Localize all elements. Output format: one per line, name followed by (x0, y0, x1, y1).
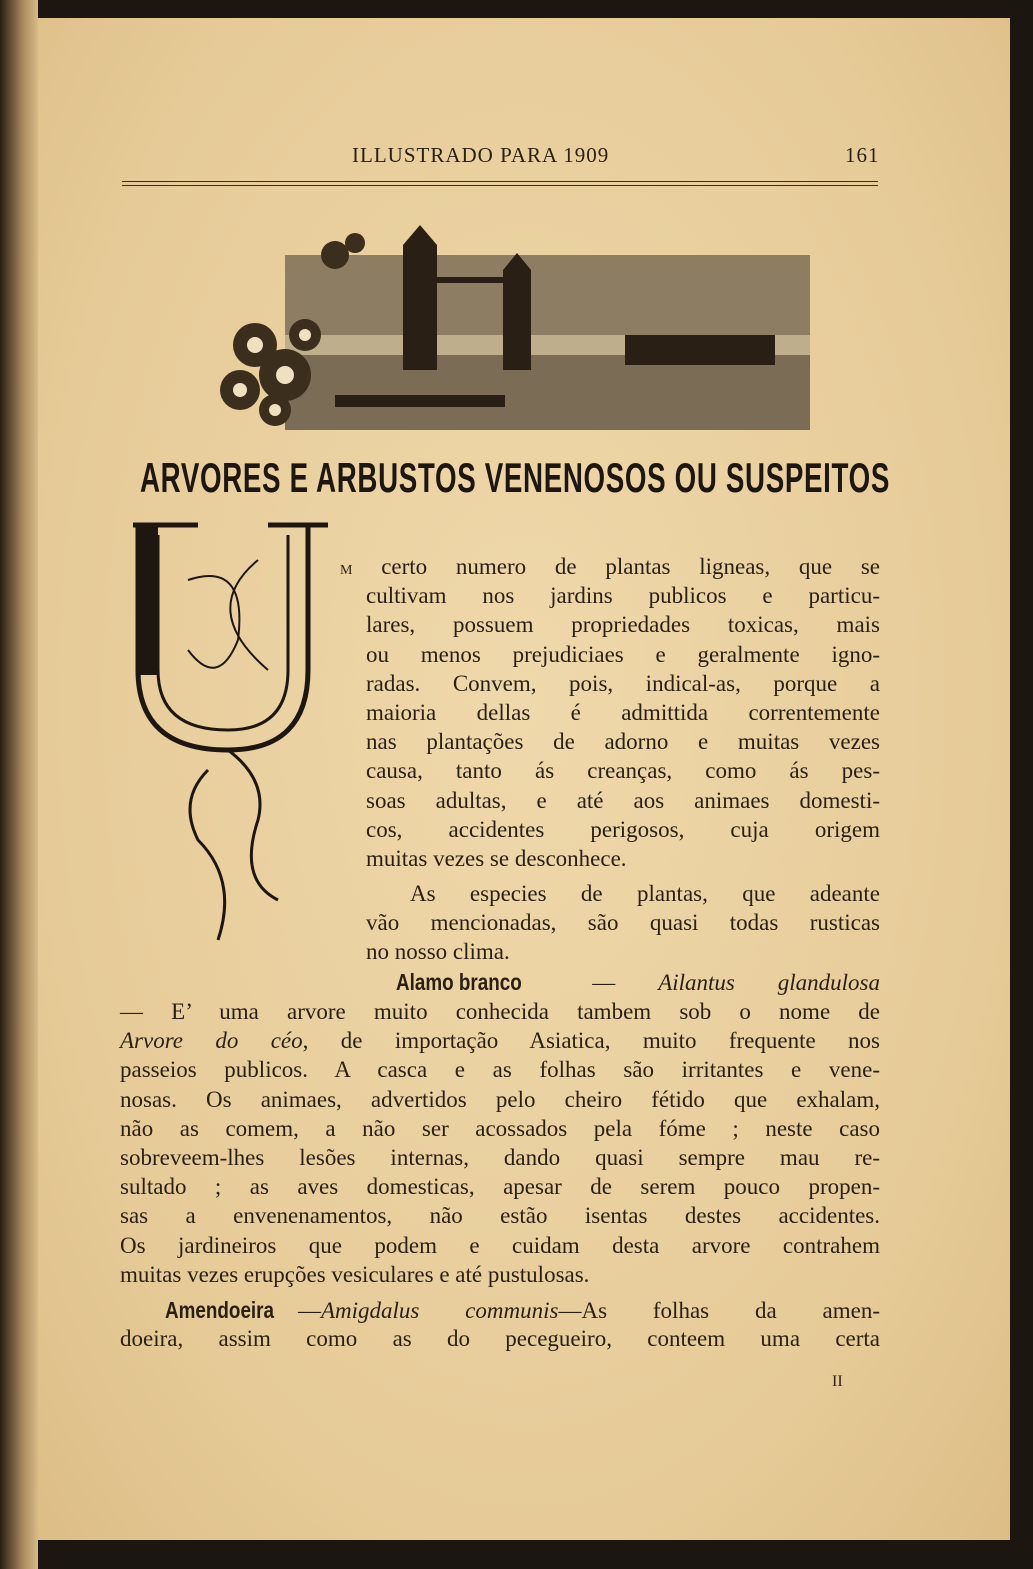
text-line (366, 670, 880, 698)
text-line (366, 938, 880, 966)
text-line (366, 728, 880, 756)
text-line (165, 1296, 880, 1324)
text-run: vão mencionadas, são quasi todas rusticas (366, 910, 880, 935)
text-line (366, 845, 880, 873)
text-run: sobreveem-lhes lesões internas, dando quasi sempre mau re- (120, 1145, 880, 1170)
text-run: sultado ; as aves domesticas, apesar de serem pouco propen- (120, 1174, 880, 1200)
entry-heading: Amendoeira (165, 1297, 275, 1323)
text-line (120, 1202, 880, 1230)
text-run: cultivam nos jardins publicos e particu- (366, 583, 880, 609)
text-run: — E’ uma arvore muito conhecida tambem sob o nome de (120, 999, 880, 1024)
scientific-name: Ailantus glandulosa (658, 970, 880, 995)
header-rule (122, 185, 878, 186)
article-title: ARVORES E ARBUSTOS VENENOSOS OU SUSPEITOS (140, 454, 891, 501)
text-run: nosas. Os animaes, advertidos pelo cheiro fétido que exhalam, (120, 1086, 880, 1112)
text-line (120, 1115, 880, 1143)
text-run: no nosso clima. (366, 939, 510, 964)
scientific-name: Amigdalus communis (320, 1298, 559, 1323)
text-line (120, 1056, 880, 1084)
text-line (366, 699, 880, 727)
text-line (366, 611, 880, 639)
text-run: — (297, 1298, 321, 1323)
text-run: M (340, 563, 353, 578)
text-run: radas. Convem, pois, indical-as, porque a (366, 670, 880, 696)
text-run: cos, accidentes perigosos, cuja origem (366, 816, 880, 842)
text-line (410, 880, 880, 908)
entry-heading: Alamo branco (396, 969, 522, 995)
text-run: sas a envenenamentos, não estão isentas destes accidentes. (120, 1203, 880, 1229)
ornamental-drop-cap-u (128, 520, 333, 960)
text-line (366, 757, 880, 785)
text-line (120, 998, 880, 1026)
text-run: doeira, assim como as do pecegueiro, conteem uma certa (120, 1326, 880, 1351)
text-run: soas adultas, e até aos animaes domesti- (366, 787, 880, 813)
text-run: lares, possuem propriedades toxicas, mais (366, 612, 880, 638)
text-run: Os jardineiros que podem e cuidam desta arvore contrahem (120, 1232, 880, 1258)
text-run: nas plantações de adorno e muitas vezes (366, 729, 880, 755)
scientific-name: Arvore do céo (120, 1028, 303, 1054)
text-line (120, 1173, 880, 1201)
text-run: , de importação Asiatica, muito frequente nos (302, 1028, 880, 1054)
text-line (396, 968, 880, 996)
tower-bridge-engraving (185, 225, 815, 440)
text-line (120, 1027, 880, 1055)
text-line (366, 582, 880, 610)
page-number: 161 (845, 143, 880, 167)
text-line (120, 1086, 880, 1114)
text-line (120, 1144, 880, 1172)
running-title: ILLUSTRADO PARA 1909 (352, 143, 610, 167)
text-run: ou menos prejudiciaes e geralmente igno- (366, 641, 880, 667)
text-run: muitas vezes erupções vesiculares e até pustulosas. (120, 1261, 590, 1287)
text-line (120, 1325, 880, 1353)
text-line (366, 787, 880, 815)
text-line (366, 909, 880, 937)
text-run: muitas vezes se desconhece. (366, 846, 627, 871)
text-run: maioria dellas é admittida correntemente (366, 700, 880, 725)
text-run: —As folhas da amen- (558, 1298, 880, 1323)
text-run: passeios publicos. A casca e as folhas são irritantes e vene- (120, 1057, 880, 1083)
text-run: não as comem, a não ser acossados pela fóme ; neste caso (120, 1115, 880, 1141)
text-line (120, 1232, 880, 1260)
text-run: As especies de plantas, que adeante (410, 881, 880, 906)
text-run: certo numero de plantas ligneas, que se (352, 554, 880, 579)
text-line (120, 1261, 880, 1289)
drop-cap-letter: U (140, 940, 141, 941)
signature-mark: II (832, 1373, 843, 1390)
text-line (366, 641, 880, 669)
text-run: causa, tanto ás creanças, como ás pes- (366, 758, 880, 784)
text-line (366, 816, 880, 844)
header-rule (122, 181, 878, 182)
text-line (340, 553, 880, 581)
text-run: — (549, 970, 659, 995)
book-spine (0, 0, 38, 1569)
